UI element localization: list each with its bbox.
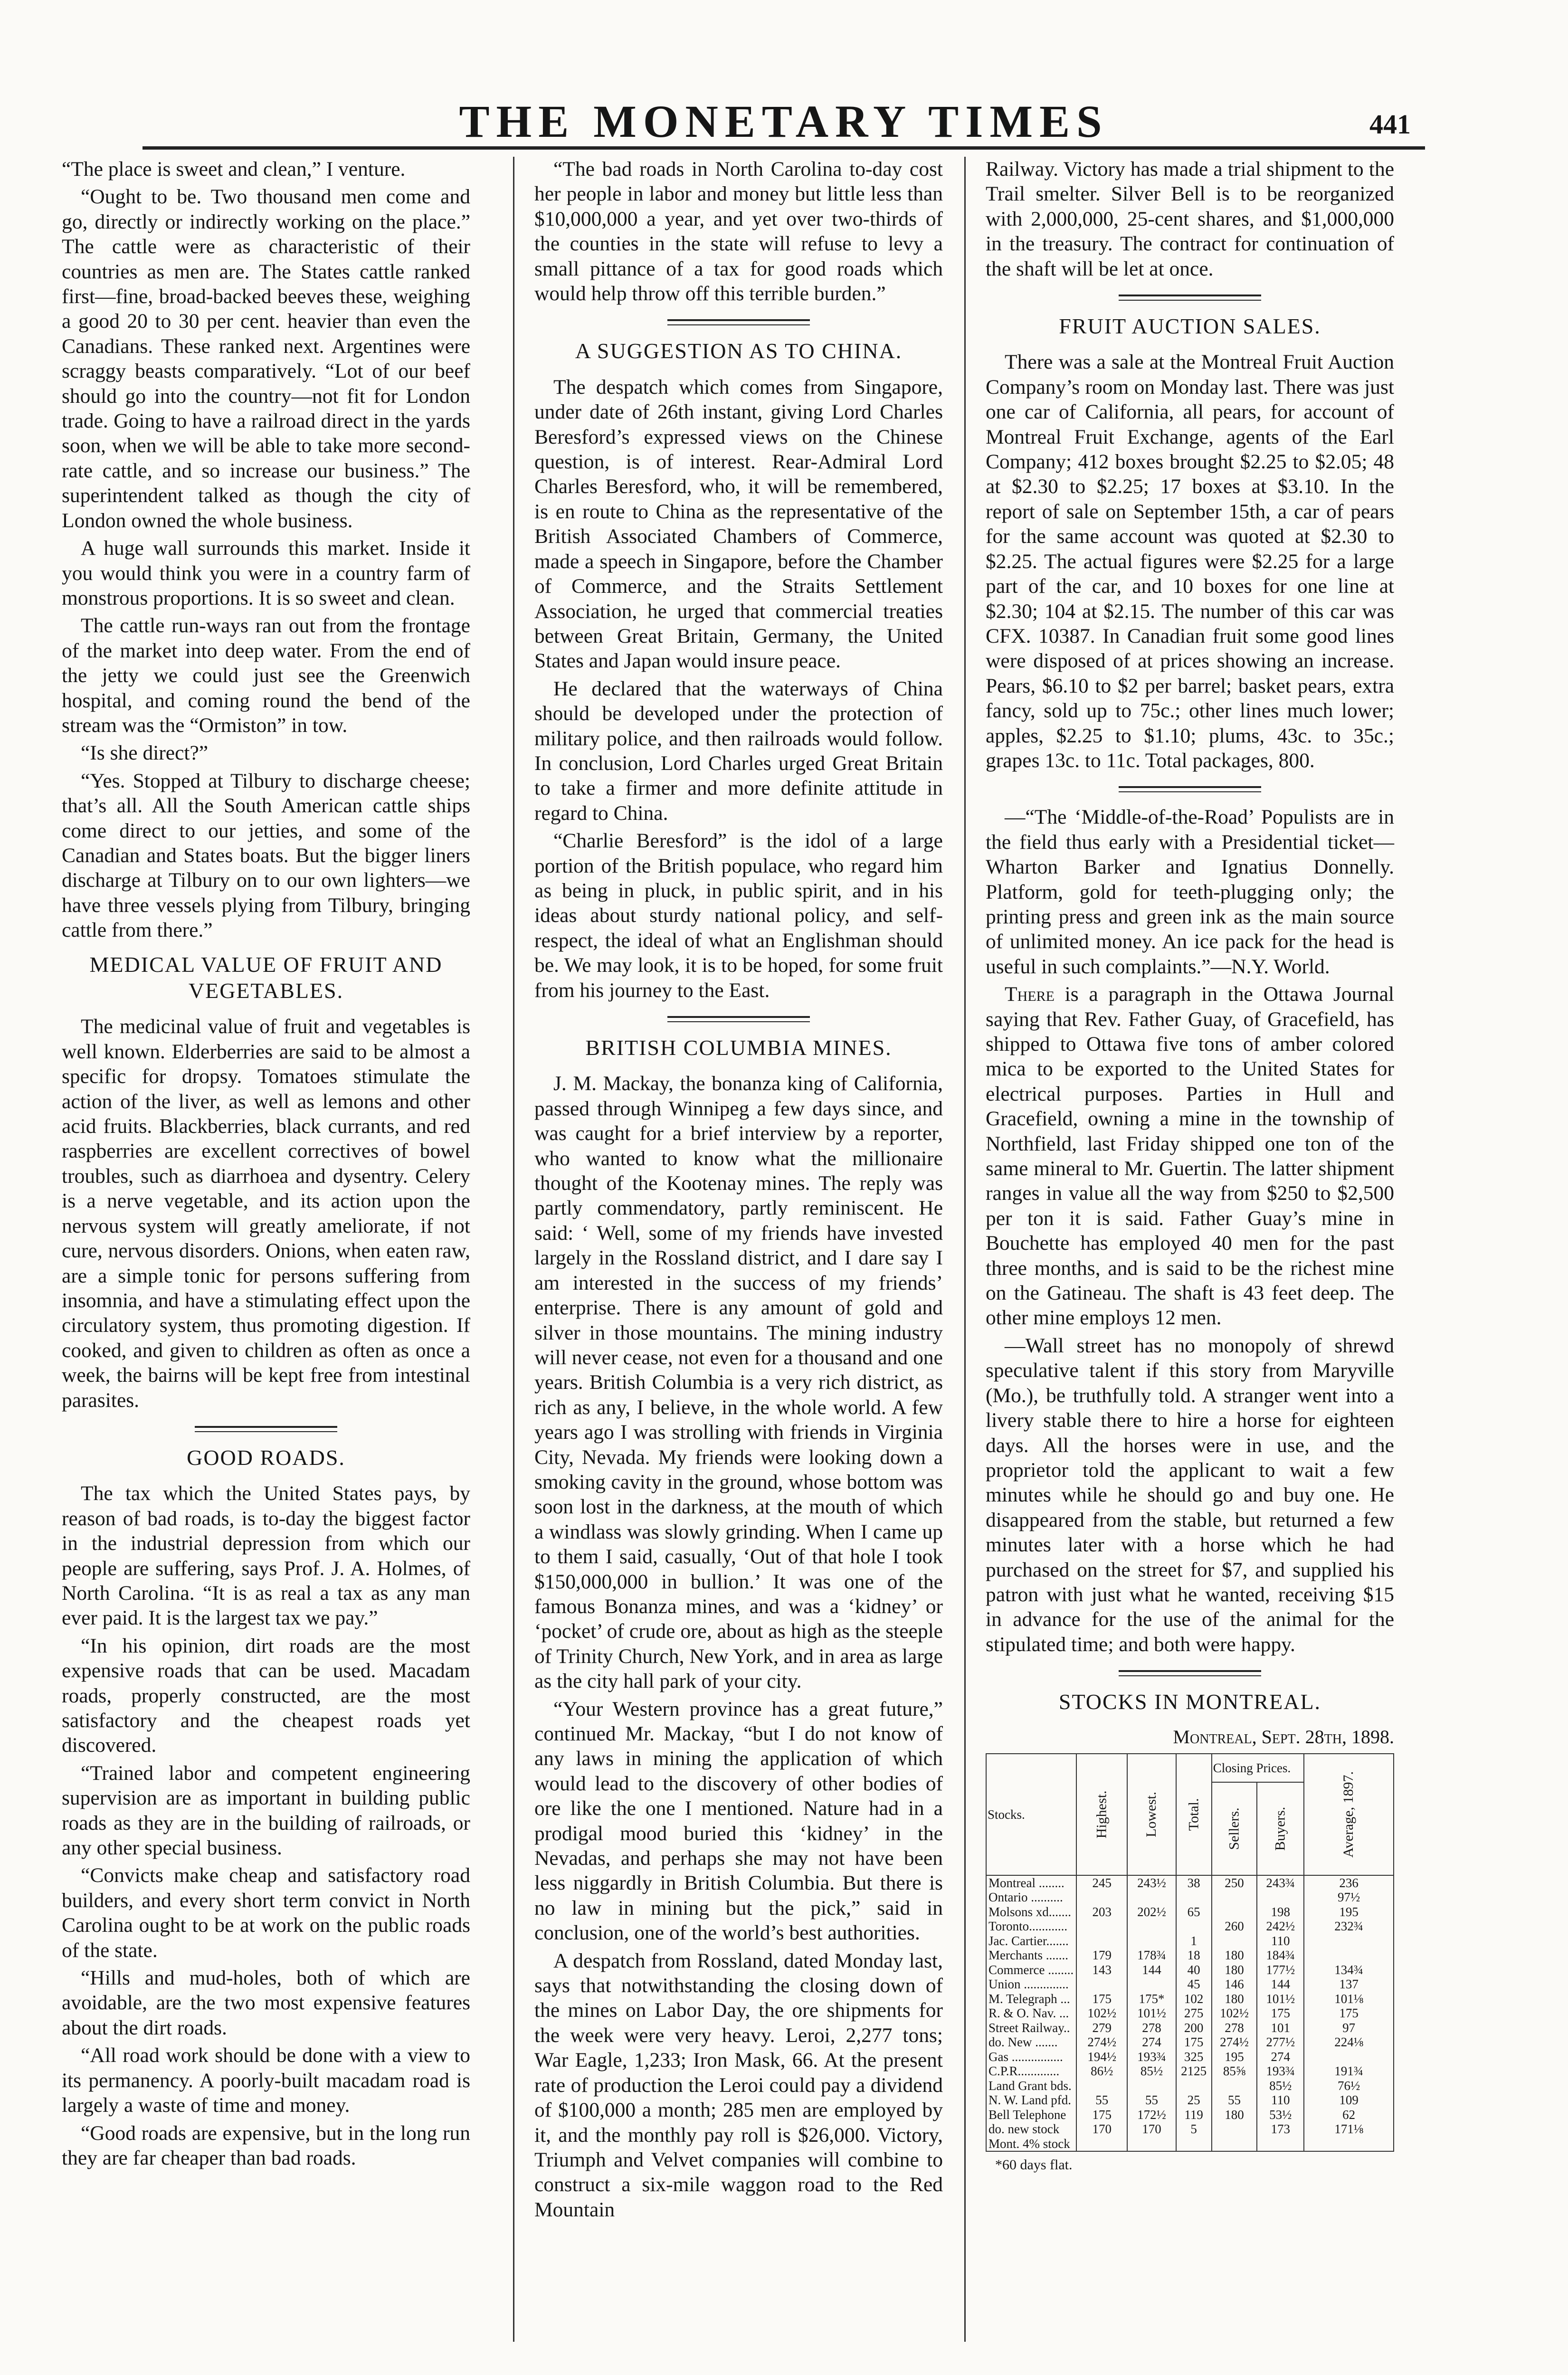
stock-value-cell (1304, 1948, 1394, 1963)
section-separator (1119, 294, 1261, 301)
stock-value-cell: 325 (1176, 2050, 1212, 2064)
stock-value-cell: 175 (1176, 2035, 1212, 2050)
table-row (986, 2108, 1394, 2122)
stock-value-cell: 55 (1076, 2093, 1127, 2108)
stock-value-cell: 193¾ (1257, 2064, 1304, 2079)
stock-name-cell: M. Telegraph ... (986, 1992, 1076, 2006)
stock-value-cell: 224⅛ (1304, 2035, 1394, 2050)
stock-value-cell (1212, 2122, 1257, 2137)
stock-value-cell: 191¾ (1304, 2064, 1394, 2079)
table-row (986, 1890, 1394, 1905)
stock-name-cell: Molsons xd....... (986, 1905, 1076, 1919)
article-paragraph: “Hills and mud-holes, both of which are avoidable, are the two most expensive features about the dirt roads. (62, 1966, 470, 2039)
stock-value-cell: 86½ (1076, 2064, 1127, 2079)
closing-prices-header: Closing Prices. (1212, 1754, 1304, 1782)
stock-name-cell: R. & O. Nav. ... (986, 2006, 1076, 2021)
stock-value-cell: 134¾ (1304, 1963, 1394, 1977)
table-row (986, 1977, 1394, 1992)
column-header: Average, 1897. (1304, 1754, 1394, 1875)
article-paragraph: “All road work should be done with a view to its permanency. A poorly-built macadam road is largely a waste of time and money. (62, 2044, 470, 2117)
table-row (986, 2093, 1394, 2108)
article-paragraph: “Ought to be. Two thousand men come and go, directly or indirectly working on the place.” The cattle were as characteristic of their countries as men are. The States cattle ranked first—fine, broad-backed beeves these, weighing a good 20 to 30 per cent. heavier than even the Canadians. These ranked next. Argentines were scraggy beasts comparatively. “Lot of our beef should go into the country—not fit for London trade. Going to have a railroad direct in the yards soon, when we will be able to take more second-rate cattle, and so increase our business.” The superintendent talked as though the city of London owned the whole business. (62, 185, 470, 532)
stock-name-cell: Ontario .......... (986, 1890, 1076, 1905)
stock-value-cell (1257, 1890, 1304, 1905)
stock-value-cell (1076, 1890, 1127, 1905)
column-header: Buyers. (1257, 1782, 1304, 1875)
stock-value-cell: 101 (1257, 2021, 1304, 2035)
stock-name-cell: Mont. 4% stock (986, 2137, 1076, 2152)
stock-value-cell: 236 (1304, 1875, 1394, 1890)
article-paragraph: A huge wall surrounds this market. Inside it you would think you were in a country farm of monstrous proportions. It is so sweet and clean. (62, 537, 470, 609)
table-row (986, 2050, 1394, 2064)
stock-value-cell (1304, 2137, 1394, 2152)
stock-value-cell (1176, 2137, 1212, 2152)
section-separator (1119, 786, 1261, 792)
stock-value-cell: 278 (1212, 2021, 1257, 2035)
stock-value-cell: 55 (1127, 2093, 1176, 2108)
article-paragraph: “Yes. Stopped at Tilbury to discharge cheese; that’s all. All the South American cattle ships come direct to our jetties, and some of the Canadian and States boats. But the bigger liners discharge at Tilbury on to our own lighters—we have three vessels plying from Tilbury, bringing cattle from there.” (62, 769, 470, 942)
stocks-dateline: Montreal, Sept. 28th, 1898. (1173, 1726, 1394, 1748)
stock-value-cell: 275 (1176, 2006, 1212, 2021)
stock-value-cell (1176, 1890, 1212, 1905)
stock-value-cell (1127, 1977, 1176, 1992)
table-row (986, 1875, 1394, 1890)
section-heading: BRITISH COLUMBIA MINES. (585, 1036, 892, 1060)
stock-value-cell: 170 (1127, 2122, 1176, 2137)
stock-value-cell: 97 (1304, 2021, 1394, 2035)
stock-value-cell: 243¾ (1257, 1875, 1304, 1890)
stock-name-cell: Bell Telephone (986, 2108, 1076, 2122)
table-row (986, 2064, 1394, 2079)
stock-value-cell: 278 (1127, 2021, 1176, 2035)
table-row (986, 2079, 1394, 2093)
stock-value-cell: 101½ (1127, 2006, 1176, 2021)
stock-value-cell: 109 (1304, 2093, 1394, 2108)
stock-value-cell: 38 (1176, 1875, 1212, 1890)
stock-value-cell: 274½ (1076, 2035, 1127, 2050)
stock-value-cell: 179 (1076, 1948, 1127, 1963)
column-2 (534, 157, 943, 2225)
stock-value-cell: 180 (1212, 2108, 1257, 2122)
stock-value-cell: 101⅛ (1304, 1992, 1394, 2006)
stock-value-cell: 175* (1127, 1992, 1176, 2006)
article-paragraph: “The place is sweet and clean,” I venture. (62, 158, 406, 180)
stock-value-cell: 200 (1176, 2021, 1212, 2035)
article-paragraph: He declared that the waterways of China should be developed under the protection of military police, and then railroads would follow. In conclusion, Lord Charles urged Great Britain to take a firmer and more definite attitude in regard to China. (534, 677, 943, 825)
stock-value-cell: 102½ (1212, 2006, 1257, 2021)
masthead-rule (143, 146, 1425, 150)
stock-value-cell: 1 (1176, 1934, 1212, 1948)
stock-value-cell: 202½ (1127, 1905, 1176, 1919)
stock-name-cell: Commerce ........ (986, 1963, 1076, 1977)
section-heading: STOCKS IN MONTREAL. (1058, 1690, 1321, 1714)
stock-value-cell: 175 (1257, 2006, 1304, 2021)
article-paragraph: The despatch which comes from Singapore, under date of 26th instant, giving Lord Charles Beresford’s expressed views on the Chinese question, is of interest. Rear-Admiral Lord Charles Beresford, who, it will be remembered, is en route to China as the representative of the British Associated Chambers of Commerce, made a speech in Singapore, before the Chamber of Commerce, and the Straits Settlement Association, he urged that commercial treaties between Great Britain, Germany, the United States and Japan would insure peace. (534, 375, 943, 673)
stock-name-cell: Street Railway.. (986, 2021, 1076, 2035)
stock-value-cell: 2125 (1176, 2064, 1212, 2079)
stock-value-cell (1176, 1919, 1212, 1934)
table-row (986, 2122, 1394, 2137)
stock-value-cell: 55 (1212, 2093, 1257, 2108)
article-paragraph: J. M. Mackay, the bonanza king of California, passed through Winnipeg a few days since, and was caught for a brief interview by a reporter, who wanted to know what the millionaire thought of the Kootenay mines. The reply was partly commendatory, partly reminiscent. He said: ‘ Well, some of my friends have invested largely in the Rossland district, and I dare say I am interested in the success of my friends’ enterprise. There is any amount of gold and silver in those mountains. The mining industry will never cease, not even for a thousand and one years. British Columbia is a very rich district, as rich as any, I believe, in the whole world. A few years ago I was strolling with friends in Virginia City, Nevada. My friends were looking down a smoking cavity in the ground, whose bottom was soon lost in the darkness, at the mouth of which a windlass was slowly grinding. When I came up to them I said, casually, ‘Out of that hole I took $150,000,000 in bullion.’ It was one of the famous Bonanza mines, and was a ‘kidney’ or ‘pocket’ of crude ore, about as high as the steeple of Trinity Church, New York, and in area as large as the city hall park of your city. (534, 1072, 943, 1693)
stock-value-cell: 45 (1176, 1977, 1212, 1992)
section-heading: GOOD ROADS. (187, 1445, 345, 1470)
table-row (986, 2006, 1394, 2021)
stock-value-cell: 119 (1176, 2108, 1212, 2122)
stock-value-cell: 173 (1257, 2122, 1304, 2137)
stock-value-cell: 232¾ (1304, 1919, 1394, 1934)
stock-value-cell: 76½ (1304, 2079, 1394, 2093)
stock-value-cell (1127, 2079, 1176, 2093)
stock-value-cell: 144 (1257, 1977, 1304, 1992)
table-row (986, 1963, 1394, 1977)
column-header: Lowest. (1127, 1754, 1176, 1875)
stock-value-cell (1212, 1890, 1257, 1905)
article-paragraph: “Charlie Beresford” is the idol of a large portion of the British populace, who regard him as being in pluck, in public spirit, and in his ideas about sturdy national policy, and self-respect, the ideal of what an Englishman should be. We may look, it is to be hoped, for some fruit from his journey to the East. (534, 829, 943, 1002)
stocks-table (986, 1753, 1394, 2152)
section-separator (1119, 1670, 1261, 1676)
article-paragraph: “Convicts make cheap and satisfactory road builders, and every short term convict in North Carolina ought to be at work on the public roads of the state. (62, 1864, 470, 1962)
stock-value-cell: 170 (1076, 2122, 1127, 2137)
stock-value-cell (1076, 2079, 1127, 2093)
stock-value-cell (1212, 1905, 1257, 1919)
stock-value-cell (1127, 1919, 1176, 1934)
stock-name-cell: Gas ................ (986, 2050, 1076, 2064)
article-paragraph: The tax which the United States pays, by reason of bad roads, is to-day the biggest factor in the industrial depression from which our people are suffering, says Prof. J. A. Holmes, of North Carolina. “It is as real a tax as any man ever paid. It is the largest tax we pay.” (62, 1482, 470, 1630)
section-separator (667, 319, 810, 325)
stock-value-cell: 172½ (1127, 2108, 1176, 2122)
stock-value-cell (1304, 2050, 1394, 2064)
table-row (986, 1919, 1394, 1934)
stock-name-cell: Union .............. (986, 1977, 1076, 1992)
stock-value-cell: 62 (1304, 2108, 1394, 2122)
section-separator (195, 1426, 337, 1432)
stock-value-cell: 102½ (1076, 2006, 1127, 2021)
stock-value-cell: 40 (1176, 1963, 1212, 1977)
masthead (143, 86, 1425, 152)
table-row (986, 2035, 1394, 2050)
stock-value-cell (1212, 1934, 1257, 1948)
stock-value-cell (1127, 1890, 1176, 1905)
table-row (986, 1934, 1394, 1948)
stock-value-cell (1127, 2137, 1176, 2152)
stock-value-cell: 85½ (1127, 2064, 1176, 2079)
stock-value-cell: 279 (1076, 2021, 1127, 2035)
article-paragraph: “Good roads are expensive, but in the long run they are far cheaper than bad roads. (62, 2121, 470, 2169)
stocks-column-header: Stocks. (986, 1754, 1076, 1875)
stock-value-cell: 243½ (1127, 1875, 1176, 1890)
paragraph-text: is a paragraph in the Ottawa Journal saying that Rev. Father Guay, of Gracefield, has shipped to Ottawa five tons of amber colored mica to be exported to the United States for electrical purposes. Parties in Hull and Gracefield, owning a mine in the township of Northfield, last Friday shipped one ton of the same mineral to Mr. Guertin. The latter shipment ranges in value all the way from $250 to $2,500 per ton it is said. Father Guay’s mine in Bouchette has employed 40 men for the past three months, and is said to be the richest mine on the Gatineau. The shaft is 43 feet deep. The other mine employs 12 men. (986, 983, 1394, 1330)
article-paragraph: The cattle run-ways ran out from the frontage of the market into deep water. From the end of the jetty we could just see the Greenwich hospital, and coming round the bend of the stream was the “Ormiston” in tow. (62, 614, 470, 737)
article-paragraph: “Your Western province has a great future,” continued Mr. Mackay, “but I do not know of any laws in mining the application of which would lead to the discovery of other bodies of ore like the one I mentioned. Nature had in a prodigal mood buried this ‘kidney’ in the Nevadas, and perhaps she may not have been less niggardly in British Columbia. But there is no law in mining but the pick,” said in conclusion, one of the world’s best authorities. (534, 1697, 943, 1945)
stock-value-cell (1304, 1934, 1394, 1948)
stock-value-cell (1127, 1934, 1176, 1948)
stock-value-cell (1176, 2079, 1212, 2093)
stock-value-cell: 101½ (1257, 1992, 1304, 2006)
stock-name-cell: Montreal ........ (986, 1875, 1076, 1890)
stock-value-cell: 85⅝ (1212, 2064, 1257, 2079)
stock-value-cell (1076, 1934, 1127, 1948)
article-paragraph: The medicinal value of fruit and vegetables is well known. Elderberries are said to be almost a specific for dropsy. Tomatoes stimulate the action of the liver, as well as lemons and other acid fruits. Blackberries, black currants, and red raspberries are excellent correctives of bowel troubles, such as diarrhoea and dysentry. Celery is a nerve vegetable, and its action upon the nervous system will greatly ameliorate, if not cure, nervous disorders. Onions, when eaten raw, are a simple tonic for persons suffering from insomnia, and have a stimulating effect upon the circulatory system, thus promoting digestion. If cooked, and given to children as often as once a week, the bairns will be kept free from intestinal parasites. (62, 1015, 470, 1412)
article-paragraph: Railway. Victory has made a trial shipment to the Trail smelter. Silver Bell is to be reorganized with 2,000,000, 25-cent shares, and $1,000,000 in the treasury. The contract for continuation of the shaft will be let at once. (986, 158, 1394, 280)
article-paragraph: “Is she direct?” (81, 741, 209, 765)
column-1 (62, 157, 470, 2173)
stock-value-cell: 18 (1176, 1948, 1212, 1963)
stock-value-cell (1212, 2079, 1257, 2093)
stock-value-cell: 277½ (1257, 2035, 1304, 2050)
stock-value-cell: 110 (1257, 1934, 1304, 1948)
stock-value-cell: 102 (1176, 1992, 1212, 2006)
stock-value-cell: 260 (1212, 1919, 1257, 1934)
section-heading: A SUGGESTION AS TO CHINA. (575, 339, 903, 363)
stock-value-cell (1212, 2137, 1257, 2152)
stock-value-cell: 242½ (1257, 1919, 1304, 1934)
stock-value-cell: 177½ (1257, 1963, 1304, 1977)
stock-value-cell: 198 (1257, 1905, 1304, 1919)
article-paragraph: A despatch from Rossland, dated Monday last, says that notwithstanding the closing down of the mines on Labor Day, the ore shipments for the week were very heavy. Leroi, 2,277 tons; War Eagle, 1,233; Iron Mask, 66. At the present rate of production the Leroi could pay a dividend of $100,000 a month; 285 men are employed by it, and the monthly pay roll is $26,000. Victory, Triumph and Velvet companies will combine to construct a six-mile waggon road to the Red Mountain (534, 1949, 943, 2221)
stock-name-cell: do. New ....... (986, 2035, 1076, 2050)
newspaper-title: THE MONETARY TIMES (459, 96, 1109, 147)
stock-value-cell: 25 (1176, 2093, 1212, 2108)
table-footnote: *60 days flat. (995, 2157, 1073, 2173)
stock-name-cell: N. W. Land pfd. (986, 2093, 1076, 2108)
table-row (986, 1948, 1394, 1963)
stock-name-cell: Toronto............ (986, 1919, 1076, 1934)
stock-value-cell: 85½ (1257, 2079, 1304, 2093)
column-header: Sellers. (1212, 1782, 1257, 1875)
stock-value-cell: 245 (1076, 1875, 1127, 1890)
stock-value-cell: 178¾ (1127, 1948, 1176, 1963)
stock-value-cell: 250 (1212, 1875, 1257, 1890)
stock-value-cell: 195 (1304, 1905, 1394, 1919)
stock-value-cell: 274½ (1212, 2035, 1257, 2050)
stock-value-cell (1076, 1919, 1127, 1934)
stock-value-cell: 110 (1257, 2093, 1304, 2108)
stock-value-cell: 146 (1212, 1977, 1257, 1992)
stock-value-cell: 171⅛ (1304, 2122, 1394, 2137)
stock-value-cell: 137 (1304, 1977, 1394, 1992)
paragraph-lead-word: There (1005, 983, 1055, 1006)
stock-value-cell: 175 (1076, 2108, 1127, 2122)
stock-value-cell: 97½ (1304, 1890, 1394, 1905)
stocks-table-body (986, 1875, 1394, 2152)
stock-value-cell: 203 (1076, 1905, 1127, 1919)
section-heading: MEDICAL VALUE OF FRUIT AND VEGETABLES. (89, 952, 443, 1003)
article-paragraph: There was a sale at the Montreal Fruit Auction Company’s room on Monday last. There was just one car of California, all pears, for account of Montreal Fruit Exchange, agents of the Earl Company; 412 boxes brought $2.25 to $2.05; 48 at $2.30 to $2.25; 17 boxes at $3.10. In the report of sale on September 15th, a car of pears for the same account was quoted at $2.30 to $2.25. The actual figures were $2.25 for a large part of the car, and 10 boxes for one line at $2.30; 104 at $2.15. The number of this car was CFX. 10387. In Canadian fruit some good lines were disposed of at prices showing an increase. Pears, $6.10 to $2 per barrel; basket pears, extra fancy, sold up to 75c.; other lines much lower; apples, $2.25 to $1.10; plums, 43c. to 35c.; grapes 13c. to 11c. Total packages, 800. (986, 351, 1394, 772)
stock-value-cell (1257, 2137, 1304, 2152)
article-paragraph: “The bad roads in North Carolina to-day cost her people in labor and money but little less than $10,000,000 a year, and yet over two-thirds of the counties in the state will refuse to levy a small pittance of a tax for good roads which would help throw off this terrible burden.” (534, 158, 943, 305)
stock-name-cell: do. new stock (986, 2122, 1076, 2137)
stock-value-cell: 274 (1127, 2035, 1176, 2050)
section-heading: FRUIT AUCTION SALES. (1059, 314, 1321, 339)
stock-name-cell: Merchants ....... (986, 1948, 1076, 1963)
table-row (986, 1905, 1394, 1919)
stock-value-cell: 175 (1304, 2006, 1394, 2021)
stock-value-cell: 180 (1212, 1963, 1257, 1977)
stock-name-cell: C.P.R............. (986, 2064, 1076, 2079)
stock-value-cell: 184¾ (1257, 1948, 1304, 1963)
stock-value-cell: 180 (1212, 1992, 1257, 2006)
article-paragraph: —Wall street has no monopoly of shrewd speculative talent if this story from Maryville (Mo.), be truthfully told. A stranger went into a livery stable there to hire a horse for eighteen days. All the horses were in use, and the proprietor told the applicant to wait a few minutes while he should go and buy one. He disappeared from the stable, but returned a few minutes later with a horse which he had purchased on the street for $7, and supplied his patron with just what he wanted, receiving $15 in advance for the use of the animal for the stipulated time; and both were happy. (986, 1334, 1394, 1656)
article-paragraph (986, 982, 1394, 1330)
column-header: Total. (1176, 1754, 1212, 1875)
stock-value-cell: 5 (1176, 2122, 1212, 2137)
article-paragraph: “In his opinion, dirt roads are the most expensive roads that can be used. Macadam roads, properly constructed, are the most satisfactory and the cheapest roads yet discovered. (62, 1634, 470, 1757)
stock-value-cell (1076, 1977, 1127, 1992)
article-paragraph: —“The ‘Middle-of-the-Road’ Populists are in the field thus early with a Presidential ticket—Wharton Barker and Ignatius Donnelly. Platform, gold for teeth-plugging only; the printing press and green ink as the main source of unlimited money. An ice pack for the head is useful in such complaints.”—N.Y. World. (986, 806, 1394, 978)
stock-value-cell: 53½ (1257, 2108, 1304, 2122)
table-row (986, 2137, 1394, 2152)
section-separator (667, 1016, 810, 1022)
stock-value-cell: 143 (1076, 1963, 1127, 1977)
stock-name-cell: Land Grant bds. (986, 2079, 1076, 2093)
column-header: Highest. (1076, 1754, 1127, 1875)
stock-value-cell: 144 (1127, 1963, 1176, 1977)
column-divider (964, 157, 966, 2342)
table-row (986, 2021, 1394, 2035)
stock-value-cell: 194½ (1076, 2050, 1127, 2064)
page-number: 441 (1369, 109, 1411, 140)
column-3 (986, 157, 1394, 2174)
stock-value-cell: 195 (1212, 2050, 1257, 2064)
stock-value-cell (1076, 2137, 1127, 2152)
stock-value-cell: 65 (1176, 1905, 1212, 1919)
table-row (986, 1992, 1394, 2006)
stock-value-cell: 175 (1076, 1992, 1127, 2006)
stock-name-cell: Jac. Cartier....... (986, 1934, 1076, 1948)
stock-value-cell: 274 (1257, 2050, 1304, 2064)
stock-value-cell: 180 (1212, 1948, 1257, 1963)
stock-value-cell: 193¾ (1127, 2050, 1176, 2064)
column-divider (513, 157, 514, 2342)
article-paragraph: “Trained labor and competent engineering supervision are as important in building public roads as they are in the building of railroads, or any other special business. (62, 1761, 470, 1860)
